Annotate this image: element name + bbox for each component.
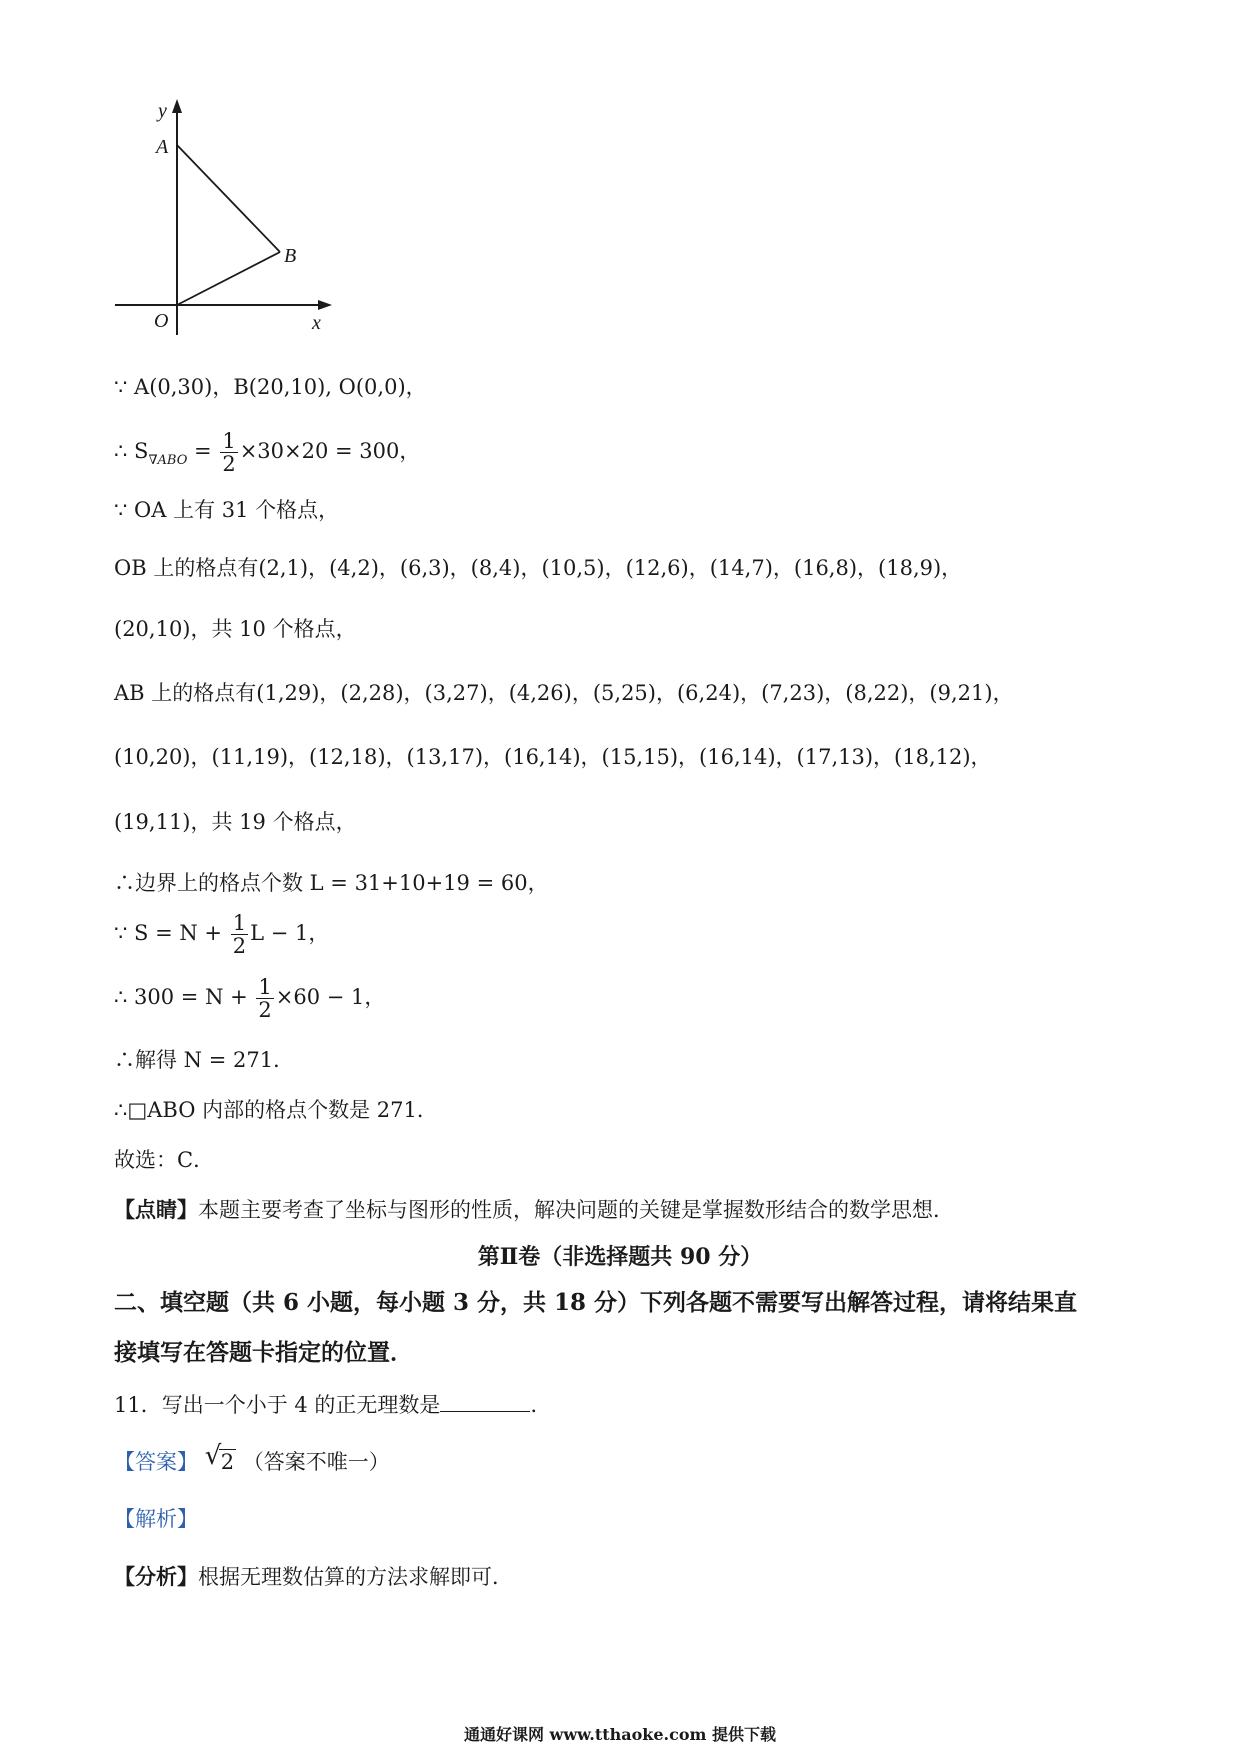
comment-text: 本题主要考查了坐标与图形的性质，解决问题的关键是掌握数形结合的数学思想． bbox=[198, 1198, 954, 1222]
question-end: ． bbox=[530, 1393, 552, 1417]
x-axis-label: x bbox=[312, 312, 321, 334]
segment-ab bbox=[177, 145, 280, 252]
comment-tag: 【点睛】 bbox=[114, 1197, 198, 1222]
fenxi-text: 根据无理数估算的方法求解即可． bbox=[198, 1565, 513, 1589]
fraction-half bbox=[256, 976, 273, 1021]
solution-line-12: ∴解得 N = 271． bbox=[114, 1048, 295, 1072]
answer-note: （答案不唯一） bbox=[242, 1450, 390, 1474]
answer-line bbox=[114, 1441, 390, 1477]
part-two-title: 第Ⅱ卷（非选择题共 90 分） bbox=[477, 1244, 763, 1270]
fraction-denominator: 2 bbox=[258, 998, 272, 1022]
solution-line-3: ∵ OA 上有 31 个格点， bbox=[114, 498, 340, 522]
answer-tag: 【答案】 bbox=[114, 1450, 198, 1474]
fraction-numerator: 1 bbox=[258, 975, 272, 999]
sqrt-expression bbox=[204, 1441, 236, 1477]
segment-ob bbox=[177, 252, 280, 305]
fraction-numerator: 1 bbox=[232, 911, 247, 935]
solution-line-7: (10,20)，(11,19)，(12,18)，(13,17)，(16,14)，(15,15)，(16,14)，(17,13)，(18,12)， bbox=[114, 745, 992, 769]
fraction-numerator: 1 bbox=[222, 429, 236, 453]
area-equals: = bbox=[187, 439, 219, 463]
point-b-label: B bbox=[284, 245, 297, 267]
area-prefix: ∴ S bbox=[114, 439, 149, 463]
fraction-denominator: 2 bbox=[222, 452, 236, 476]
equation-suffix: ×60 − 1， bbox=[275, 985, 386, 1009]
solution-line-5: (20,10)，共 10 个格点， bbox=[114, 617, 357, 641]
point-o-label: O bbox=[154, 310, 169, 332]
y-axis-label: y bbox=[158, 100, 167, 122]
solution-line-4: OB 上的格点有(2,1)，(4,2)，(6,3)，(8,4)，(10,5)，(12,6)，(14,7)，(16,8)，(18,9)， bbox=[114, 556, 963, 580]
equation-prefix: ∴ 300 = N + bbox=[114, 985, 255, 1009]
radical-sign-icon: √ bbox=[204, 1441, 222, 1471]
solution-line-10 bbox=[114, 912, 329, 957]
fraction-half bbox=[231, 912, 248, 957]
solution-line-9: ∴边界上的格点个数 L = 31+10+19 = 60， bbox=[114, 871, 549, 895]
answer-blank bbox=[440, 1391, 530, 1412]
x-axis-arrow bbox=[318, 300, 332, 310]
point-a-label: A bbox=[156, 136, 169, 158]
solution-line-1: ∵ A(0,30)，B(20,10), O(0,0)， bbox=[114, 375, 427, 399]
section-heading-line-2: 接填写在答题卡指定的位置． bbox=[114, 1339, 413, 1366]
solution-line-14: 故选：C． bbox=[114, 1148, 215, 1172]
solution-line-11 bbox=[114, 976, 385, 1021]
radicand: 2 bbox=[220, 1450, 235, 1474]
fenxi-tag: 【分析】 bbox=[114, 1564, 198, 1589]
area-calc: ×30×20 = 300， bbox=[239, 439, 421, 463]
question-text: 11．写出一个小于 4 的正无理数是 bbox=[114, 1393, 441, 1417]
y-axis-arrow bbox=[172, 99, 182, 113]
fraction-half bbox=[220, 430, 237, 475]
triangle-figure bbox=[100, 95, 340, 345]
analysis-line bbox=[114, 1562, 513, 1592]
section-heading-line-1: 二、填空题（共 6 小题，每小题 3 分，共 18 分）下列各题不需要写出解答过程，请将结果直 bbox=[114, 1289, 1078, 1316]
solution-line-8: (19,11)，共 19 个格点， bbox=[114, 810, 357, 834]
formula-suffix: L − 1， bbox=[250, 921, 330, 945]
solution-line-13: ∴□ABO 内部的格点个数是 271． bbox=[114, 1098, 438, 1122]
solution-line-15 bbox=[114, 1195, 954, 1225]
solution-line-2 bbox=[114, 430, 420, 476]
fraction-denominator: 2 bbox=[232, 934, 247, 958]
analysis-tag: 【解析】 bbox=[114, 1507, 198, 1531]
solution-line-6: AB 上的格点有(1,29)，(2,28)，(3,27)，(4,26)，(5,25)，(6,24)，(7,23)，(8,22)，(9,21)， bbox=[114, 681, 1014, 705]
area-subscript: ∇ABO bbox=[148, 453, 188, 468]
page-footer: 通通好课网 www.tthaoke.com 提供下载 bbox=[463, 1725, 777, 1744]
formula-prefix: ∵ S = N + bbox=[114, 921, 229, 945]
question-11 bbox=[114, 1390, 551, 1420]
